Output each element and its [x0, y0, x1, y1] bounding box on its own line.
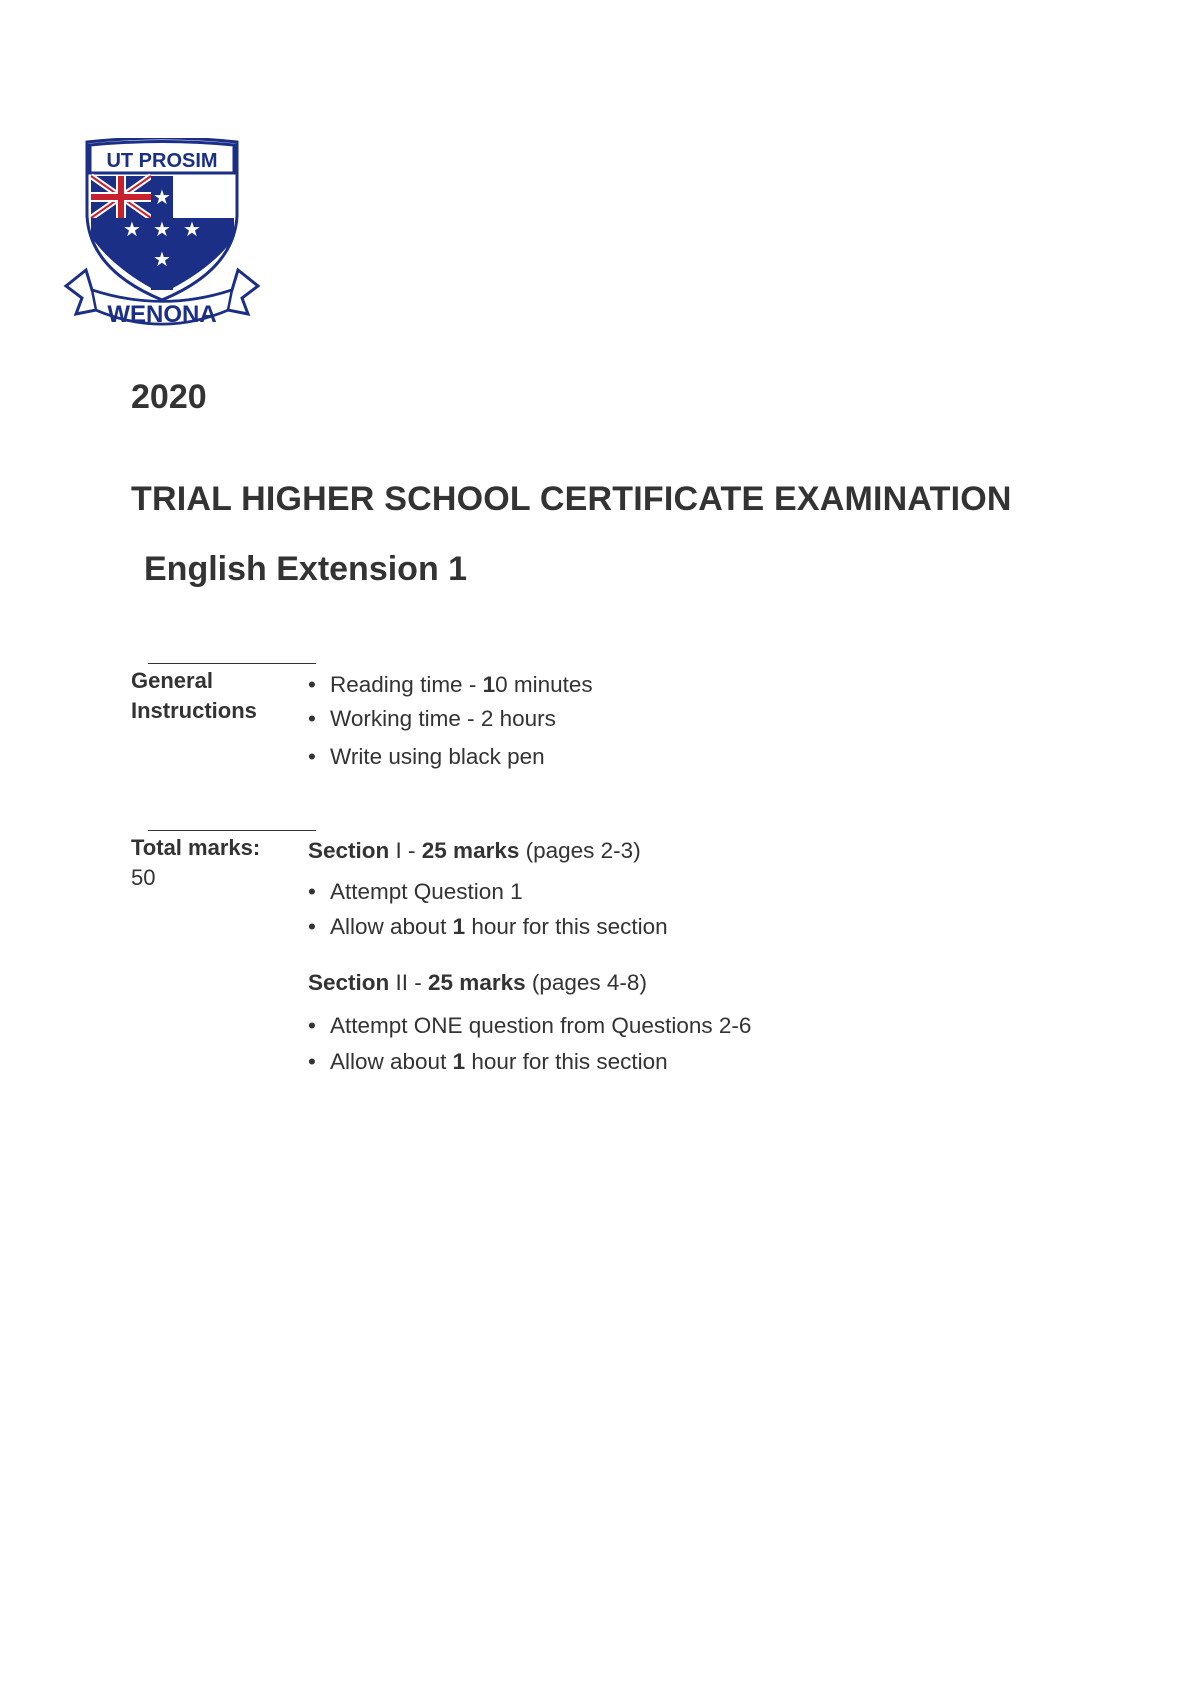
- list-item: • Write using black pen: [308, 744, 545, 769]
- total-marks-label: Total marks: 50: [131, 833, 291, 893]
- general-instructions-label: General Instructions: [131, 668, 257, 723]
- crest-motto: UT PROSIM: [106, 150, 218, 172]
- crest-school-name: WENONA: [107, 301, 217, 328]
- school-crest-logo: [62, 138, 262, 348]
- section-heading: Section I - 25 marks (pages 2-3): [308, 838, 641, 863]
- subject-title: English Extension 1: [144, 550, 468, 588]
- total-marks-value: 50: [131, 865, 156, 890]
- list-item: • Allow about 1 hour for this section: [308, 914, 668, 939]
- svg-text:★: ★: [153, 217, 171, 241]
- svg-text:★: ★: [123, 217, 141, 241]
- list-item: • Reading time - 10 minutes: [308, 672, 593, 697]
- section-heading: Section II - 25 marks (pages 4-8): [308, 970, 647, 995]
- divider-rule: [148, 830, 316, 831]
- list-item: • Allow about 1 hour for this section: [308, 1049, 668, 1074]
- svg-text:★: ★: [153, 185, 171, 209]
- exam-year: 2020: [131, 378, 207, 416]
- exam-title: TRIAL HIGHER SCHOOL CERTIFICATE EXAMINATION: [131, 480, 1012, 518]
- svg-text:★: ★: [183, 217, 201, 241]
- list-item: • Attempt ONE question from Questions 2-6: [308, 1013, 752, 1038]
- list-item: • Working time - 2 hours: [308, 706, 556, 731]
- svg-text:★: ★: [153, 247, 171, 271]
- list-item: • Attempt Question 1: [308, 879, 523, 904]
- divider-rule: [148, 663, 316, 664]
